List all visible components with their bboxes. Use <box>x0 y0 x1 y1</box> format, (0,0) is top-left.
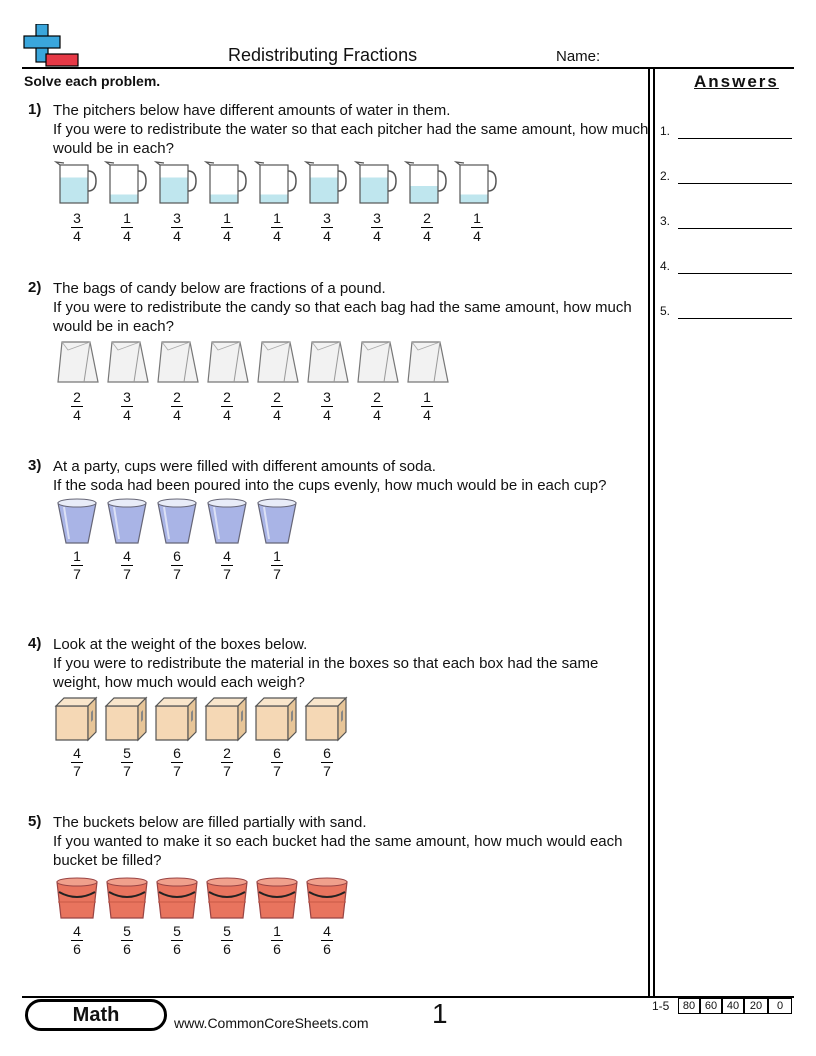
fraction <box>202 549 252 582</box>
cup-icon <box>54 497 100 547</box>
fraction-denominator: 4 <box>273 407 281 423</box>
problem-item <box>252 497 302 587</box>
problem-item <box>302 159 352 249</box>
problem-item <box>252 694 302 784</box>
fraction <box>102 211 152 244</box>
fraction-denominator: 6 <box>273 941 281 957</box>
fraction-denominator: 4 <box>173 407 181 423</box>
bucket-icon <box>254 872 300 922</box>
problem-line: The pitchers below have different amounts of water in them. <box>53 102 451 119</box>
fraction <box>302 746 352 779</box>
fraction-numerator: 3 <box>323 389 331 405</box>
fraction-denominator: 6 <box>173 941 181 957</box>
fraction-denominator: 4 <box>123 228 131 244</box>
problem-number: 5) <box>28 813 42 830</box>
fraction-denominator: 4 <box>423 228 431 244</box>
problem-item <box>102 338 152 428</box>
fraction-denominator: 7 <box>173 763 181 779</box>
candy-bag-icon <box>54 338 100 388</box>
problem-line: Look at the weight of the boxes below. <box>53 636 308 653</box>
fraction-denominator: 7 <box>273 763 281 779</box>
fraction-numerator: 3 <box>173 210 181 226</box>
problem-item <box>152 338 202 428</box>
problem-item <box>202 872 252 962</box>
fraction-numerator: 4 <box>73 745 81 761</box>
score-box: 20 <box>744 998 768 1014</box>
fraction-denominator: 4 <box>223 228 231 244</box>
pitcher-icon <box>454 159 500 209</box>
fraction-numerator: 1 <box>73 548 81 564</box>
pitcher-icon <box>354 159 400 209</box>
fraction <box>202 390 252 423</box>
fraction-numerator: 1 <box>273 923 281 939</box>
fraction <box>152 211 202 244</box>
fraction-denominator: 6 <box>73 941 81 957</box>
fraction-denominator: 6 <box>223 941 231 957</box>
pitcher-icon <box>304 159 350 209</box>
fraction-numerator: 3 <box>373 210 381 226</box>
candy-bag-icon <box>354 338 400 388</box>
fraction <box>152 924 202 957</box>
score-box: 60 <box>700 998 722 1014</box>
fraction <box>302 924 352 957</box>
fraction <box>52 211 102 244</box>
fraction <box>302 211 352 244</box>
fraction-numerator: 1 <box>273 210 281 226</box>
fraction-denominator: 4 <box>423 407 431 423</box>
header-divider <box>22 67 794 69</box>
problem-item <box>152 694 202 784</box>
problem-item <box>402 159 452 249</box>
fraction <box>402 390 452 423</box>
fraction <box>202 211 252 244</box>
fraction-numerator: 1 <box>423 389 431 405</box>
fraction <box>52 924 102 957</box>
fraction <box>102 549 152 582</box>
answer-line-4[interactable] <box>660 259 800 279</box>
fraction <box>202 924 252 957</box>
fraction-numerator: 3 <box>73 210 81 226</box>
problem-line: At a party, cups were filled with different amounts of soda. <box>53 458 436 475</box>
problem-item <box>52 497 102 587</box>
box-icon <box>254 694 300 744</box>
bucket-icon <box>54 872 100 922</box>
answer-line-2[interactable] <box>660 169 800 189</box>
answer-number: 1. <box>660 124 671 138</box>
pitcher-icon <box>254 159 300 209</box>
score-box: 0 <box>768 998 792 1014</box>
answer-line-3[interactable] <box>660 214 800 234</box>
fraction <box>102 746 152 779</box>
problem-number: 4) <box>28 635 42 652</box>
answer-number: 5. <box>660 304 671 318</box>
problem-item <box>152 497 202 587</box>
fraction <box>52 390 102 423</box>
problem-items <box>52 159 502 249</box>
fraction <box>52 746 102 779</box>
problem-line: The buckets below are filled partially with sand. <box>53 814 367 831</box>
fraction-denominator: 7 <box>223 763 231 779</box>
problem-text <box>53 813 649 870</box>
problem-text <box>53 101 649 158</box>
logo-plus-minus-icon <box>22 24 80 68</box>
cup-icon <box>204 497 250 547</box>
fraction <box>52 549 102 582</box>
candy-bag-icon <box>104 338 150 388</box>
problem-item <box>202 497 252 587</box>
problem-line: If you were to redistribute the water so that each pitcher had the same amount, how much would be in each? <box>53 121 649 157</box>
problem-item <box>202 159 252 249</box>
candy-bag-icon <box>154 338 200 388</box>
fraction <box>352 211 402 244</box>
candy-bag-icon <box>404 338 450 388</box>
score-range-label: 1-5 <box>652 999 670 1013</box>
fraction <box>252 924 302 957</box>
problem-items <box>52 694 352 784</box>
problem-item <box>252 159 302 249</box>
fraction-denominator: 7 <box>123 566 131 582</box>
fraction-denominator: 7 <box>173 566 181 582</box>
fraction-numerator: 4 <box>323 923 331 939</box>
fraction <box>402 211 452 244</box>
fraction-denominator: 4 <box>73 228 81 244</box>
fraction-numerator: 2 <box>173 389 181 405</box>
bucket-icon <box>304 872 350 922</box>
box-icon <box>204 694 250 744</box>
fraction <box>152 746 202 779</box>
answer-number: 3. <box>660 214 671 228</box>
answer-line-5[interactable] <box>660 304 800 324</box>
pitcher-icon <box>104 159 150 209</box>
problem-item <box>302 338 352 428</box>
fraction-denominator: 7 <box>223 566 231 582</box>
problem-line: If you wanted to make it so each bucket had the same amount, how much would each bucket be filled? <box>53 833 623 869</box>
problem-item <box>52 338 102 428</box>
fraction <box>252 211 302 244</box>
answer-number: 4. <box>660 259 671 273</box>
fraction-denominator: 4 <box>273 228 281 244</box>
fraction-numerator: 1 <box>273 548 281 564</box>
fraction-numerator: 2 <box>223 389 231 405</box>
answer-line-1[interactable] <box>660 124 800 144</box>
pitcher-icon <box>404 159 450 209</box>
answers-title: Answers <box>694 72 779 91</box>
subject-badge: Math <box>25 999 167 1031</box>
cup-icon <box>154 497 200 547</box>
pitcher-icon <box>204 159 250 209</box>
problem-number: 3) <box>28 457 42 474</box>
fraction <box>252 390 302 423</box>
fraction-numerator: 2 <box>273 389 281 405</box>
problem-text <box>53 457 649 495</box>
fraction <box>352 390 402 423</box>
fraction-numerator: 3 <box>123 389 131 405</box>
instructions: Solve each problem. <box>24 73 161 89</box>
fraction <box>302 390 352 423</box>
score-box: 80 <box>678 998 700 1014</box>
problem-item <box>352 338 402 428</box>
fraction-denominator: 4 <box>323 228 331 244</box>
fraction-numerator: 5 <box>173 923 181 939</box>
problem-item <box>52 872 102 962</box>
problem-item <box>252 872 302 962</box>
fraction-numerator: 2 <box>373 389 381 405</box>
problem-item <box>102 159 152 249</box>
page-number: 1 <box>432 998 448 1029</box>
problem-line: If you were to redistribute the candy so that each bag had the same amount, how much would be in each? <box>53 299 632 335</box>
score-box: 40 <box>722 998 744 1014</box>
problem-item <box>452 159 502 249</box>
fraction-denominator: 4 <box>373 228 381 244</box>
fraction-numerator: 2 <box>73 389 81 405</box>
problem-item <box>102 872 152 962</box>
fraction <box>252 549 302 582</box>
problem-item <box>252 338 302 428</box>
pitcher-icon <box>54 159 100 209</box>
fraction-numerator: 1 <box>473 210 481 226</box>
fraction-numerator: 4 <box>73 923 81 939</box>
fraction-denominator: 7 <box>73 763 81 779</box>
fraction-numerator: 2 <box>223 745 231 761</box>
fraction-numerator: 5 <box>123 745 131 761</box>
fraction-denominator: 4 <box>473 228 481 244</box>
box-icon <box>154 694 200 744</box>
fraction-numerator: 1 <box>223 210 231 226</box>
problem-item <box>302 694 352 784</box>
problem-line: If you were to redistribute the material in the boxes so that each box had the same weight, how much would each weigh? <box>53 655 599 691</box>
fraction-denominator: 6 <box>323 941 331 957</box>
problem-item <box>152 159 202 249</box>
fraction-denominator: 6 <box>123 941 131 957</box>
problem-item <box>52 159 102 249</box>
fraction-denominator: 4 <box>73 407 81 423</box>
problem-item <box>202 338 252 428</box>
candy-bag-icon <box>204 338 250 388</box>
fraction <box>202 746 252 779</box>
fraction-numerator: 6 <box>323 745 331 761</box>
problem-item <box>202 694 252 784</box>
cup-icon <box>254 497 300 547</box>
fraction-denominator: 4 <box>323 407 331 423</box>
problem-items <box>52 872 352 962</box>
fraction-denominator: 7 <box>123 763 131 779</box>
problem-line: The bags of candy below are fractions of a pound. <box>53 280 386 297</box>
fraction <box>152 390 202 423</box>
fraction <box>152 549 202 582</box>
problem-item <box>302 872 352 962</box>
problem-item <box>402 338 452 428</box>
fraction-denominator: 4 <box>123 407 131 423</box>
problem-item <box>152 872 202 962</box>
problem-item <box>352 159 402 249</box>
problem-line: If the soda had been poured into the cups evenly, how much would be in each cup? <box>53 477 607 494</box>
fraction <box>452 211 502 244</box>
fraction <box>252 746 302 779</box>
cup-icon <box>104 497 150 547</box>
fraction-denominator: 7 <box>323 763 331 779</box>
website-link[interactable]: www.CommonCoreSheets.com <box>174 1015 369 1031</box>
answer-number: 2. <box>660 169 671 183</box>
fraction-numerator: 4 <box>223 548 231 564</box>
name-label: Name: <box>556 48 601 65</box>
box-icon <box>304 694 350 744</box>
fraction-numerator: 5 <box>223 923 231 939</box>
fraction-denominator: 4 <box>173 228 181 244</box>
problem-item <box>102 497 152 587</box>
fraction-denominator: 4 <box>373 407 381 423</box>
fraction-denominator: 7 <box>273 566 281 582</box>
bucket-icon <box>104 872 150 922</box>
fraction-numerator: 4 <box>123 548 131 564</box>
column-divider <box>653 67 655 997</box>
fraction-numerator: 2 <box>423 210 431 226</box>
box-icon <box>54 694 100 744</box>
problem-text <box>53 279 649 336</box>
problem-items <box>52 497 302 587</box>
fraction-numerator: 6 <box>173 548 181 564</box>
fraction <box>102 924 152 957</box>
problem-items <box>52 338 452 428</box>
candy-bag-icon <box>304 338 350 388</box>
problem-item <box>52 694 102 784</box>
problem-number: 1) <box>28 101 42 118</box>
bucket-icon <box>154 872 200 922</box>
fraction-denominator: 4 <box>223 407 231 423</box>
pitcher-icon <box>154 159 200 209</box>
fraction-numerator: 1 <box>123 210 131 226</box>
fraction-numerator: 3 <box>323 210 331 226</box>
box-icon <box>104 694 150 744</box>
problem-text <box>53 635 649 692</box>
problem-number: 2) <box>28 279 42 296</box>
fraction-numerator: 6 <box>173 745 181 761</box>
candy-bag-icon <box>254 338 300 388</box>
fraction-denominator: 7 <box>73 566 81 582</box>
fraction <box>102 390 152 423</box>
bucket-icon <box>204 872 250 922</box>
problem-item <box>102 694 152 784</box>
page-title: Redistributing Fractions <box>228 45 418 65</box>
fraction-numerator: 5 <box>123 923 131 939</box>
fraction-numerator: 6 <box>273 745 281 761</box>
